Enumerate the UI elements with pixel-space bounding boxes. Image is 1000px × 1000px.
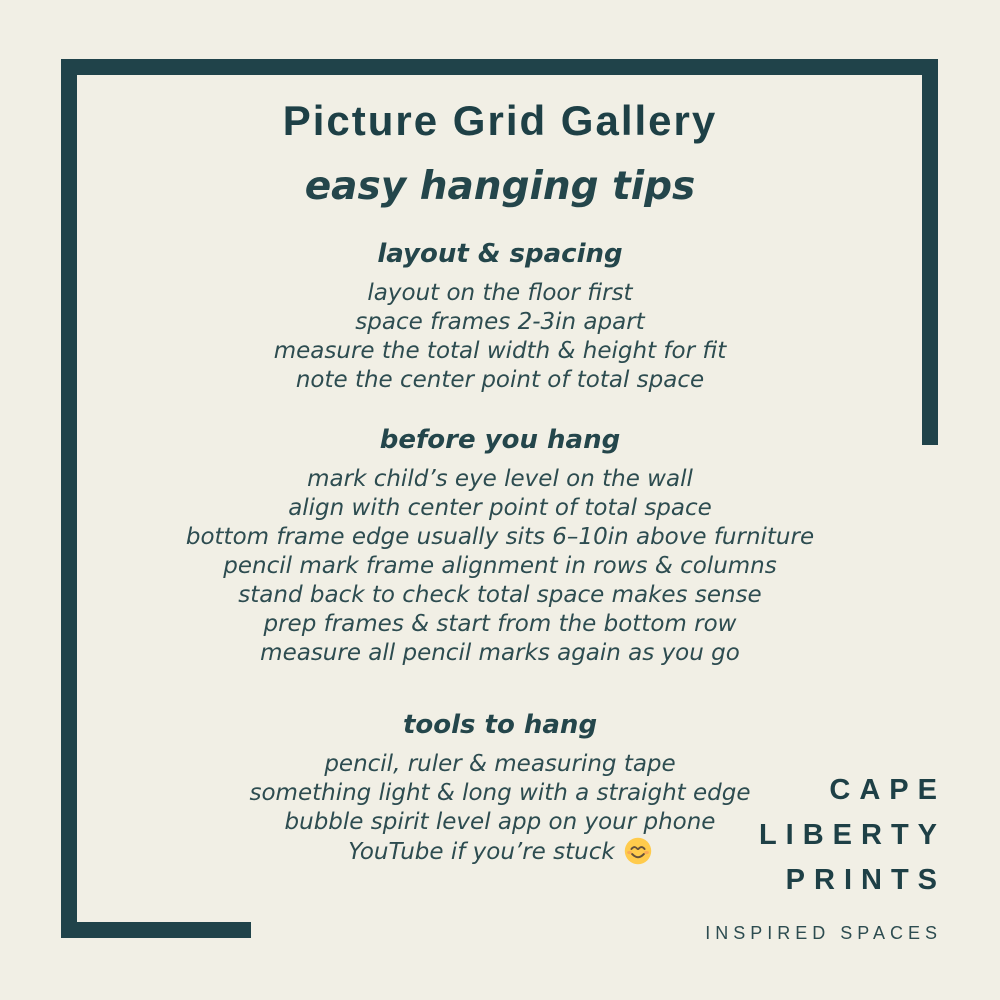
tip-line: bottom frame edge usually sits 6–10in above furniture xyxy=(185,524,815,550)
brand-tagline: INSPIRED SPACES xyxy=(705,923,942,943)
tip-line: layout on the floor first xyxy=(367,280,633,306)
poster-subtitle: easy hanging tips xyxy=(304,164,696,209)
tip-line: bubble spirit level app on your phone xyxy=(284,809,716,835)
tip-line: mark child’s eye level on the wall xyxy=(307,466,693,492)
section-heading: layout & spacing xyxy=(377,239,623,269)
brand-name-line: CAPE xyxy=(829,774,946,806)
brand-block xyxy=(705,768,946,944)
section-heading: tools to hang xyxy=(402,710,598,740)
tip-line: pencil, ruler & measuring tape xyxy=(324,751,676,777)
tip-line: note the center point of total space xyxy=(295,367,705,393)
tip-line: pencil mark frame alignment in rows & columns xyxy=(223,553,777,579)
poster-title: Picture Grid Gallery xyxy=(282,97,718,144)
tip-line-text: YouTube if you’re stuck xyxy=(348,839,615,865)
tip-line: something light & long with a straight edge xyxy=(249,780,751,806)
tip-line: align with center point of total space xyxy=(288,495,712,521)
tip-line: stand back to check total space makes sense xyxy=(238,582,762,608)
section-heading: before you hang xyxy=(379,425,621,455)
section-lines xyxy=(0,279,1000,395)
tip-line: measure the total width & height for fit xyxy=(273,338,727,364)
section-before-you-hang xyxy=(0,423,1000,668)
brand-name-line: LIBERTY xyxy=(758,819,946,851)
section-lines xyxy=(0,465,1000,668)
smiling-face-emoji-icon xyxy=(624,837,652,873)
section-layout-spacing xyxy=(0,237,1000,395)
tip-line: space frames 2-3in apart xyxy=(355,309,645,335)
tip-line: prep frames & start from the bottom row xyxy=(263,611,737,637)
tip-line: measure all pencil marks again as you go xyxy=(260,640,740,666)
brand-name-line: PRINTS xyxy=(785,864,946,896)
